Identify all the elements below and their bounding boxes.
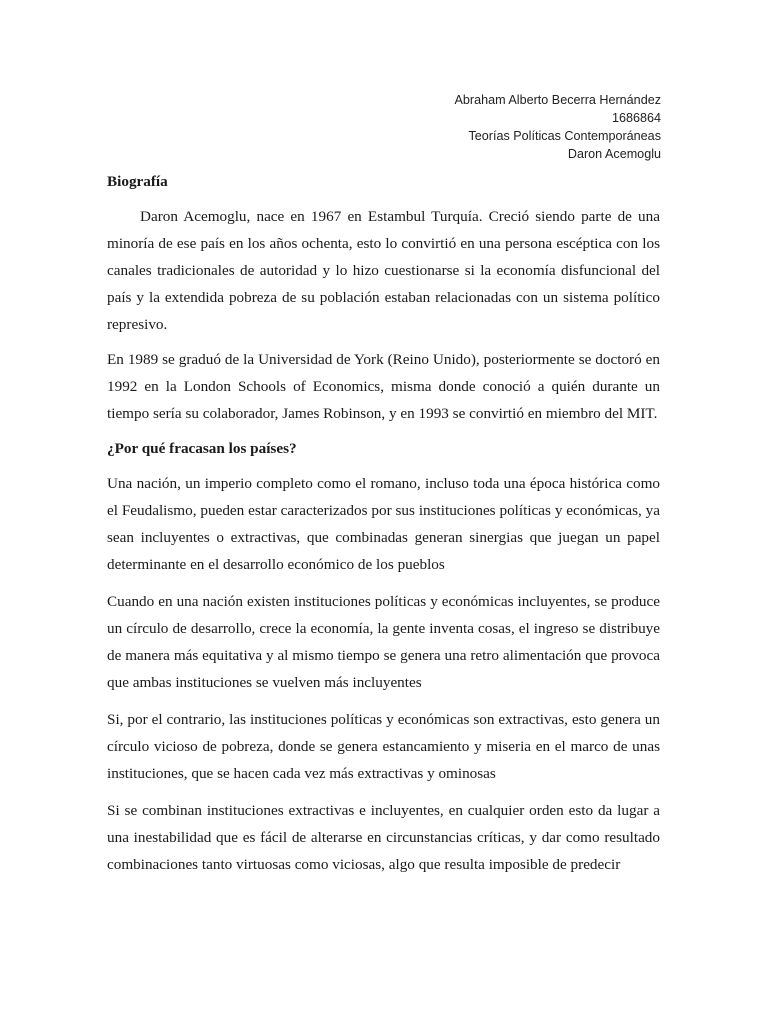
paragraph-biografia-2: En 1989 se graduó de la Universidad de York (Reino Unido), posteriormente se doctoró en 1992 en la London Schools of Economics, misma donde conoció a quién durante un tiempo sería su colaborador, James Robinson, y en 1993 se convirtió en miembro del MIT. [107,351,660,422]
student-id: 1686864 [611,111,661,125]
author-name: Abraham Alberto Becerra Hernández [454,93,661,107]
section-heading-biografia: Biografía [107,173,168,190]
paragraph-fracasan-3: Si, por el contrario, las instituciones políticas y económicas son extractivas, esto genera un círculo vicioso de pobreza, donde se genera estancamiento y miseria en el marco de unas instituciones, que se hacen cada vez más extractivas y ominosas [107,711,660,782]
paragraph-biografia-1: Daron Acemoglu, nace en 1967 en Estambul Turquía. Creció siendo parte de una minoría de ese país en los años ochenta, esto lo convirtió en una persona escéptica con los canales tradicionales de autoridad y lo hizo cuestionarse si la economía disfuncional del país y la extendida pobreza de su población estaban relacionadas con un sistema político represivo. [107,208,660,333]
course-name: Teorías Políticas Contemporáneas [468,129,661,143]
paragraph-fracasan-1: Una nación, un imperio completo como el romano, incluso toda una época histórica como el Feudalismo, pueden estar caracterizados por sus instituciones políticas y económicas, ya sean incluyentes o extractivas, que combinadas generan sinergias que juegan un papel determinante en el desarrollo económico de los pueblos [107,475,660,573]
document-header [454,91,661,163]
document-body [107,170,660,888]
paragraph-fracasan-2: Cuando en una nación existen instituciones políticas y económicas incluyentes, se produce un círculo de desarrollo, crece la economía, la gente inventa cosas, el ingreso se distribuye de manera más equitativa y al mismo tiempo se genera una retro alimentación que provoca que ambas instituciones se vuelven más incluyentes [107,593,660,691]
document-subject: Daron Acemoglu [567,147,661,161]
section-heading-fracasan: ¿Por qué fracasan los países? [107,440,297,457]
paragraph-fracasan-4: Si se combinan instituciones extractivas e incluyentes, en cualquier orden esto da lugar a una inestabilidad que es fácil de alterarse en circunstancias críticas, y dar como resultado combinaciones tanto virtuosas como viciosas, algo que resulta imposible de predecir [107,802,660,873]
